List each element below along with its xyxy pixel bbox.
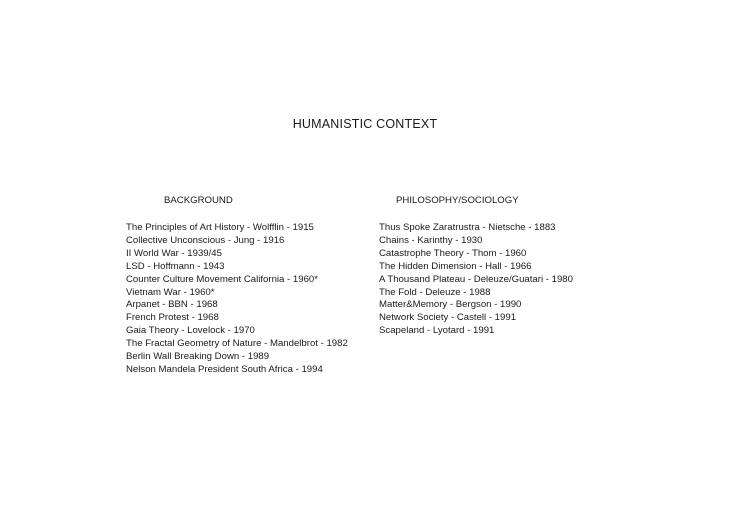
list-item: Collective Unconscious - Jung - 1916 bbox=[126, 234, 285, 246]
list-item: French Protest - 1968 bbox=[126, 312, 219, 324]
list-item: A Thousand Plateau - Deleuze/Guatari - 1980 bbox=[379, 273, 573, 285]
list-item: Thus Spoke Zaratrustra - Nietsche - 1883 bbox=[379, 222, 556, 233]
list-item: Scapeland - Lyotard - 1991 bbox=[379, 325, 495, 337]
list-item: The Fractal Geometry of Nature - Mandelbrot - 1982 bbox=[126, 338, 348, 350]
list-item: Berlin Wall Breaking Down - 1989 bbox=[126, 351, 270, 363]
list-item: Nelson Mandela President South Africa - 1994 bbox=[126, 363, 323, 375]
philosophy-list bbox=[379, 222, 609, 338]
philosophy-column bbox=[379, 194, 609, 338]
list-item: LSD - Hoffmann - 1943 bbox=[126, 260, 225, 272]
list-item: Arpanet - BBN - 1968 bbox=[126, 299, 218, 311]
list-item: Vietnam War - 1960* bbox=[126, 286, 215, 298]
background-heading: BACKGROUND bbox=[164, 195, 233, 206]
list-item: Catastrophe Theory - Thom - 1960 bbox=[379, 247, 527, 259]
list-item: The Fold - Deleuze - 1988 bbox=[379, 286, 491, 298]
list-item: Matter&Memory - Bergson - 1990 bbox=[379, 299, 522, 311]
background-list bbox=[126, 222, 376, 377]
list-item: Counter Culture Movement California - 1960* bbox=[126, 273, 318, 285]
list-item: Gaia Theory - Lovelock - 1970 bbox=[126, 325, 255, 337]
list-item: Network Society - Castell - 1991 bbox=[379, 312, 517, 324]
list-item: The Principles of Art History - Wolfflin - 1915 bbox=[126, 222, 314, 233]
list-item: II World War - 1939/45 bbox=[126, 247, 222, 259]
page-title: HUMANISTIC CONTEXT bbox=[292, 117, 438, 131]
list-item: Chains - Karinthy - 1930 bbox=[379, 234, 483, 246]
list-item: The Hidden Dimension - Hall - 1966 bbox=[379, 260, 532, 272]
background-column bbox=[126, 194, 376, 377]
philosophy-heading: PHILOSOPHY/SOCIOLOGY bbox=[396, 195, 519, 206]
